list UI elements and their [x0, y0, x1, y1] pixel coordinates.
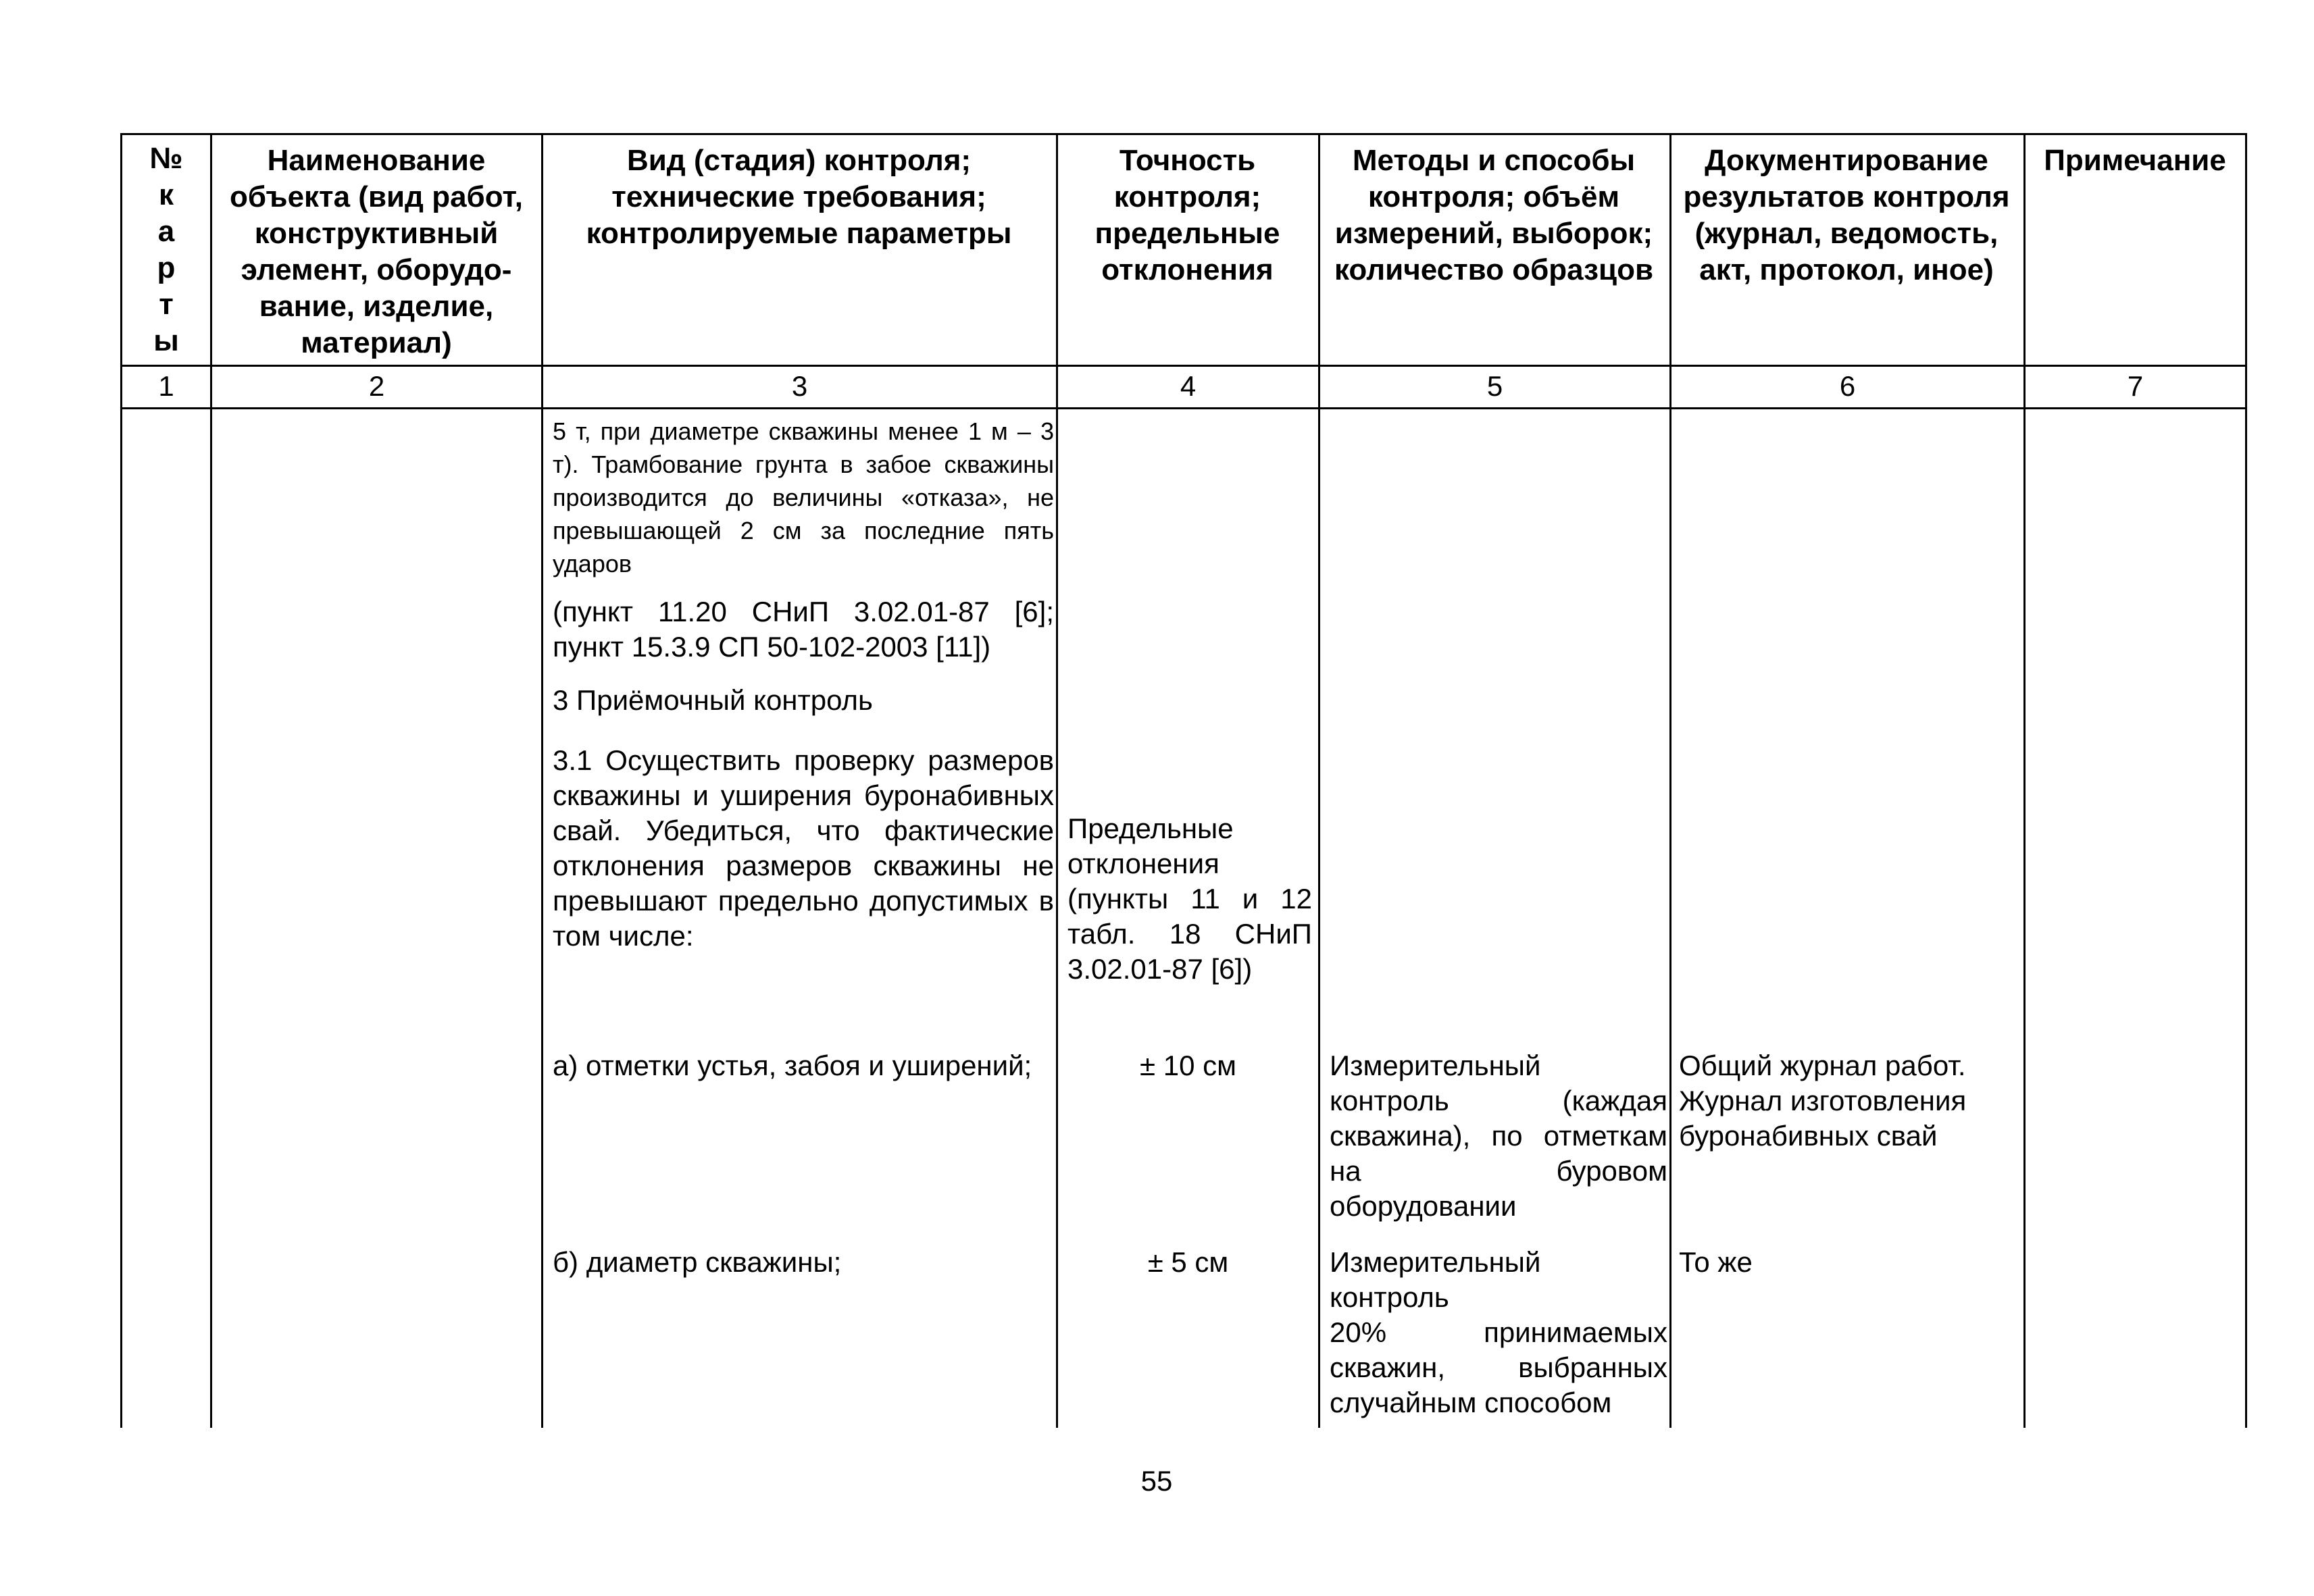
column-number-1: 1 — [158, 370, 174, 402]
column-divider-2 — [541, 133, 543, 1428]
table-top-border — [120, 133, 2247, 135]
column-divider-3 — [1056, 133, 1058, 1428]
column-numbers-bottom-border — [120, 407, 2247, 409]
column-number-4: 4 — [1180, 370, 1197, 402]
parameter-a: а) отметки устья, забоя и уширений; — [553, 1050, 1032, 1081]
column-number-3: 3 — [791, 370, 808, 402]
documentation-b: То же — [1679, 1246, 1753, 1278]
table-right-border — [2245, 133, 2247, 1428]
column-divider-5 — [1669, 133, 1671, 1428]
parameter-b: б) диаметр скважины; — [553, 1246, 842, 1278]
header-accuracy: Точность контроля; предельные отклонения — [1095, 144, 1280, 286]
column-divider-4 — [1318, 133, 1320, 1428]
header-methods: Методы и способы контроля; объём измерений, выборок; количество образцов — [1334, 144, 1654, 286]
column-number-7: 7 — [2127, 370, 2144, 402]
column-number-6: 6 — [1839, 370, 1856, 402]
section-heading-acceptance-control: 3 Приёмочный контроль — [553, 684, 873, 716]
tolerance-b: ± 5 см — [1147, 1246, 1229, 1278]
column-number-5: 5 — [1486, 370, 1503, 402]
page-number: 55 — [1140, 1465, 1173, 1497]
header-documentation: Документирование результатов контроля (журнал, ведомость, акт, протокол, иное) — [1683, 144, 2010, 286]
requirement-3-1: 3.1 Осуществить проверку размеров скважины и уширения буронабивных свай. Убедиться, что фактические отклонения размеров скважины не превышают предельно допустимых в том числе: — [553, 744, 1054, 952]
column-number-2: 2 — [368, 370, 385, 402]
requirement-continuation: 5 т, при диаметре скважины менее 1 м – 3 т). Трамбование грунта в забое скважины производится до величины «отказа», не превышающей 2 см за последние пять ударов — [553, 417, 1054, 577]
header-control-type: Вид (стадия) контроля; технические требования; контролируемые параметры — [586, 144, 1012, 250]
tolerance-3-1: Предельные отклонения (пункты 11 и 12 табл. 18 СНиП 3.02.01-87 [6]) — [1067, 813, 1312, 985]
tolerance-a: ± 10 см — [1140, 1050, 1236, 1081]
header-bottom-border — [120, 365, 2247, 367]
column-divider-6 — [2023, 133, 2026, 1428]
requirement-reference: (пункт 11.20 СНиП 3.02.01-87 [6]; пункт 15.3.9 СП 50-102-2003 [11]) — [553, 596, 1054, 663]
method-b-type: Измерительный контроль — [1330, 1246, 1541, 1313]
column-divider-1 — [210, 133, 212, 1428]
method-a: Измерительный контроль (каждая скважина), по отметкам на буровом оборудовании — [1330, 1050, 1667, 1222]
header-object-name: Наименование объекта (вид работ, конструктивный элемент, оборудо-вание, изделие, материал) — [230, 144, 523, 359]
documentation-a: Общий журнал работ. Журнал изготовления буронабивных свай — [1679, 1050, 1967, 1152]
header-card-number: № к а р т ы — [149, 142, 183, 357]
header-note: Примечание — [2044, 144, 2226, 177]
method-b-sample: 20% принимаемых скважин, выбранных случайным способом — [1330, 1316, 1667, 1418]
